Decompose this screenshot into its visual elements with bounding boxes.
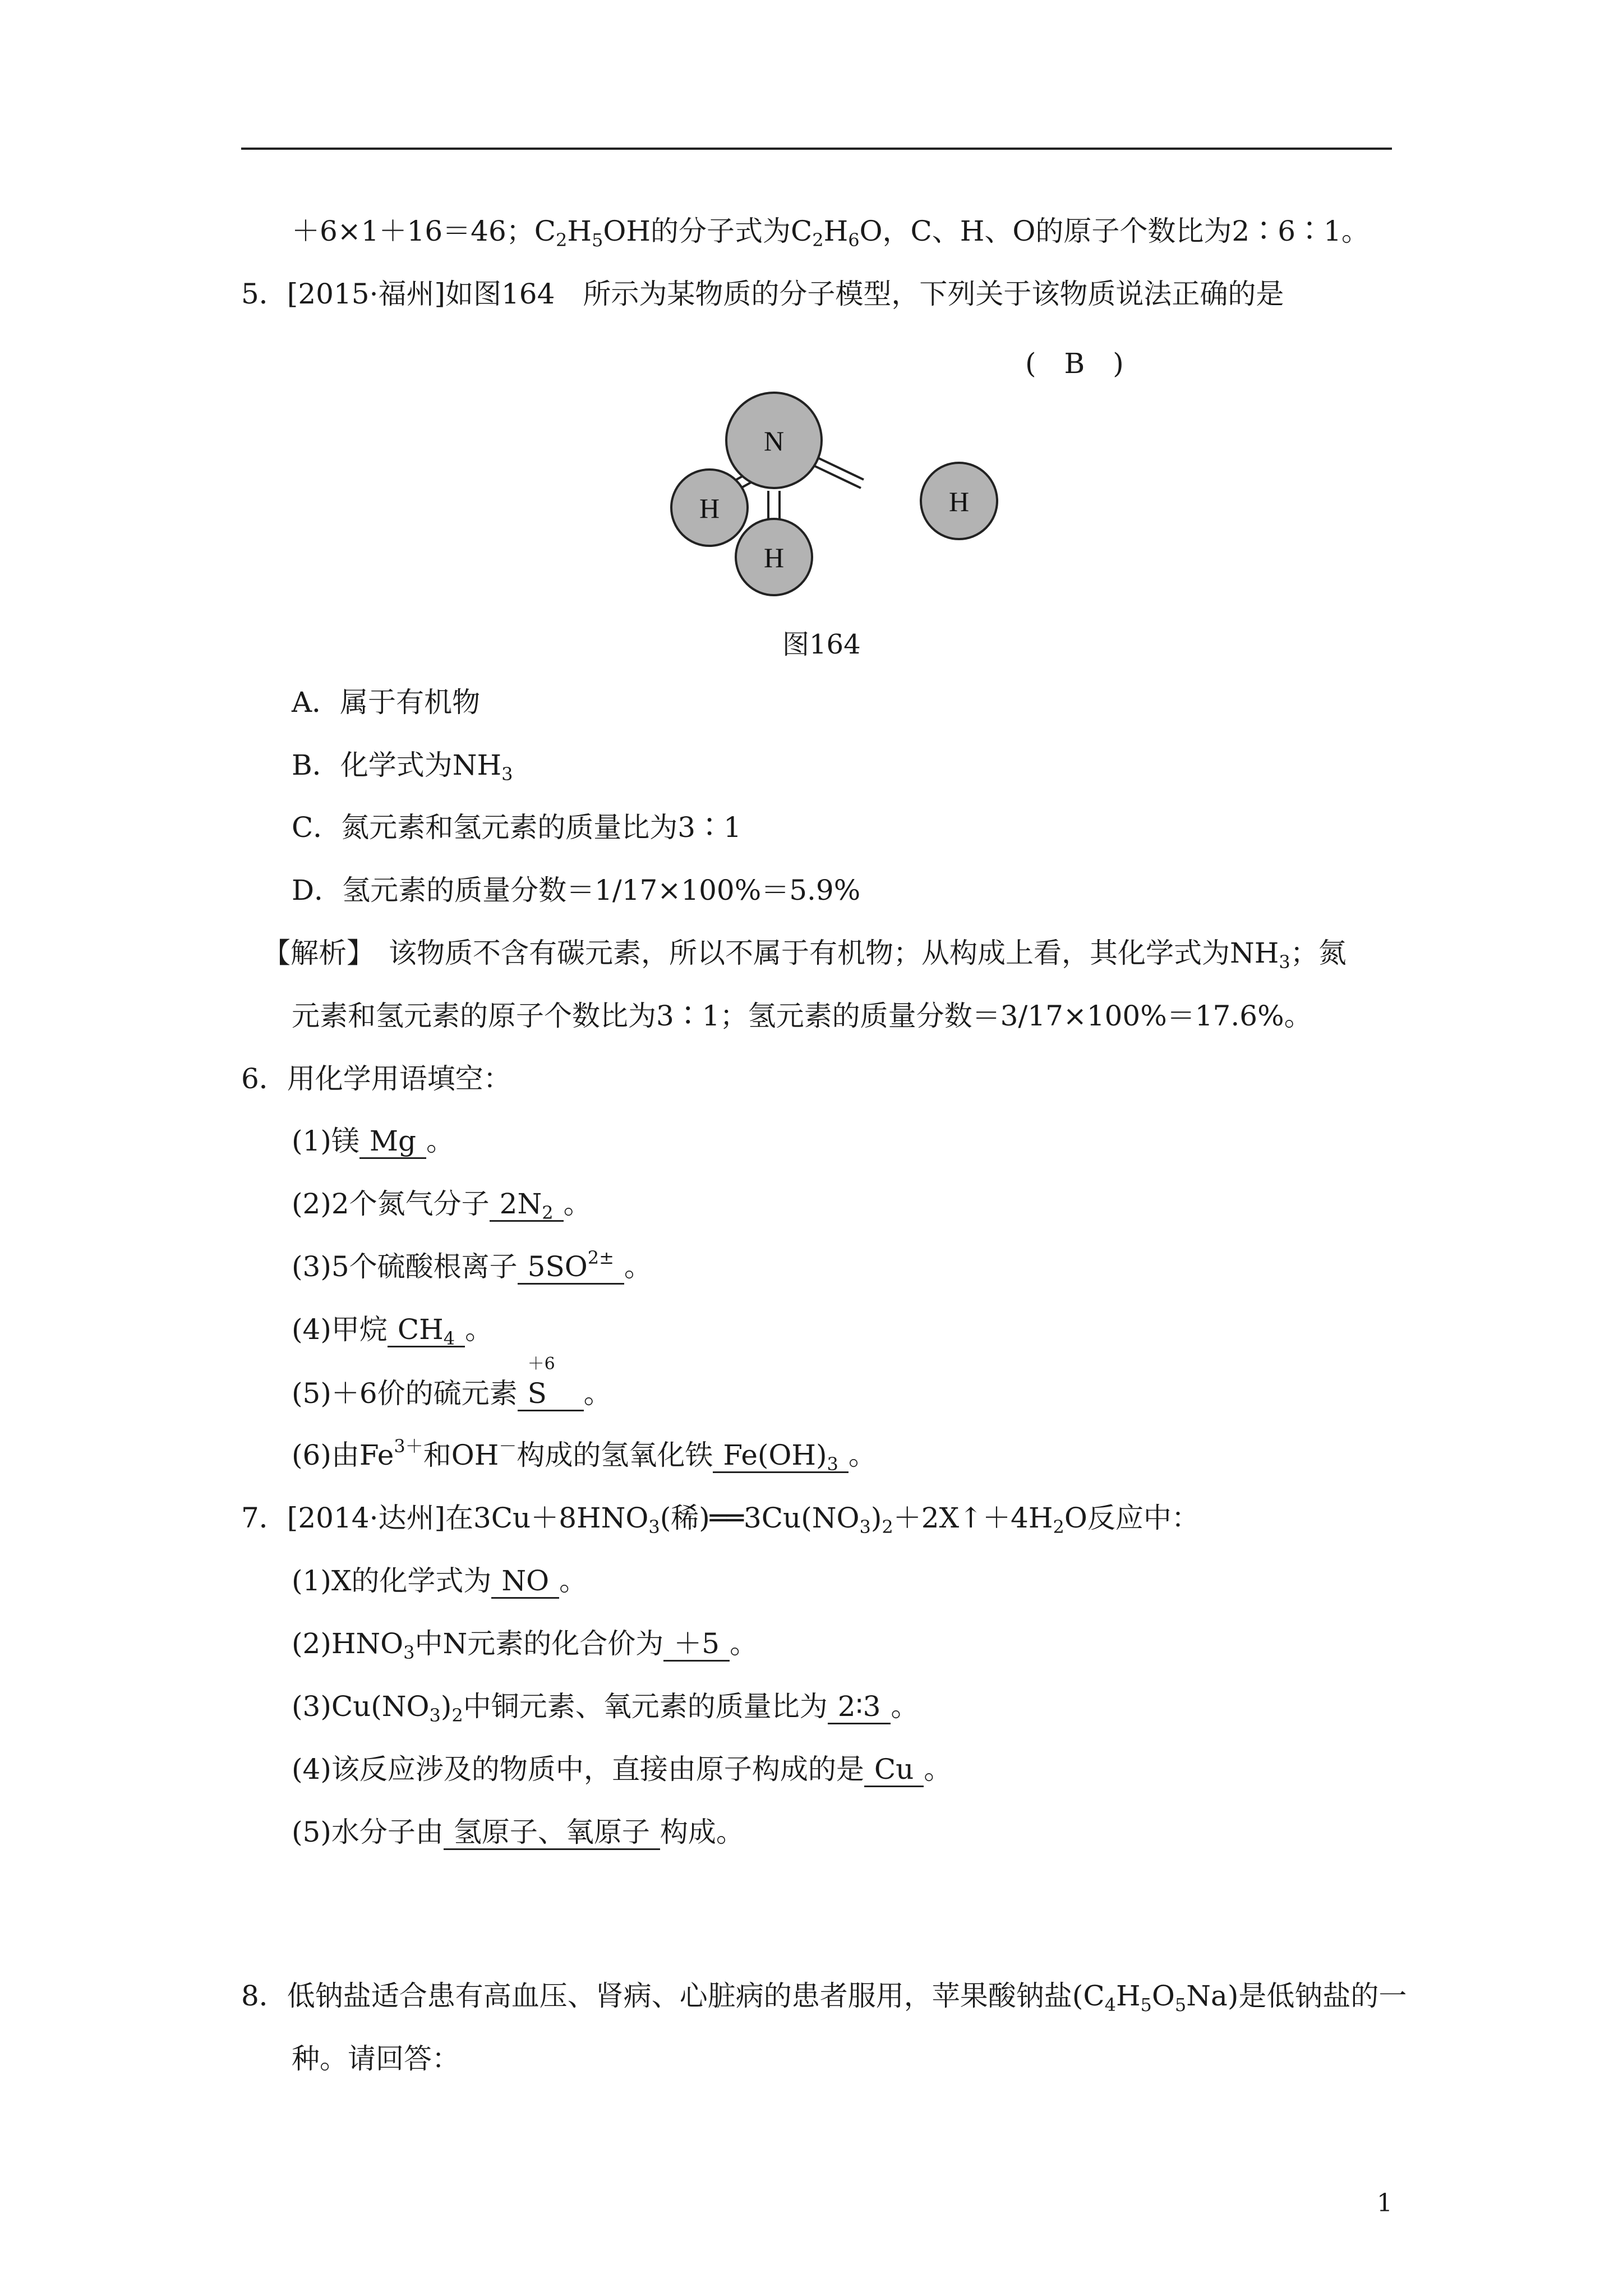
q8-stem-line2: 种。请回答： xyxy=(292,2042,460,2075)
option-a: A．属于有机物 xyxy=(292,686,481,719)
answer-blank: $2N_2$ xyxy=(490,1188,564,1222)
answer-blank: 氢原子、氧原子 xyxy=(444,1816,660,1850)
continuation-line: ＋6×1＋16＝46；$C_2H_5OH$的分子式为$C_2H_6O$，C、H、O的原子个数比为2∶6∶1。 xyxy=(292,215,1370,251)
q7-stem: 7．[2014·达州]在$3Cu+8HNO_3$(稀)$══3Cu(NO_3)_2+2X↑+4H_2O$反应中： xyxy=(241,1502,1200,1538)
q7-item-2: $(2)HNO_3$中N元素的化合价为 ＋5 。 xyxy=(292,1627,758,1663)
header-rule xyxy=(241,148,1392,150)
option-b: B．化学式为$NH_3$ xyxy=(292,749,513,785)
q6-stem: 6．用化学用语填空： xyxy=(241,1062,511,1095)
q7-item-5: (5)水分子由 氢原子、氧原子 构成。 xyxy=(292,1814,744,1850)
q6-item-6: (6)由$Fe^{3+}$和OH－构成的氢氧化铁 $Fe(OH)_3$ 。 xyxy=(292,1435,877,1475)
q5-analysis-line1: 【解析】 该物质不含有碳元素，所以不属于有机物；从构成上看，其化学式为$NH_3$；氮 xyxy=(262,937,1347,973)
atom-h-bottom xyxy=(736,519,812,595)
option-d: D．氢元素的质量分数＝1/17×100%＝5.9% xyxy=(292,874,861,907)
answer-blank: $Fe(OH)_3$ xyxy=(713,1439,849,1473)
figure-caption: 图164 xyxy=(782,629,861,660)
q5-answer: ( B ) xyxy=(1025,347,1124,380)
q5-analysis-line2: 元素和氢元素的原子个数比为3∶1；氢元素的质量分数＝3/17×100%＝17.6%。 xyxy=(292,1000,1312,1032)
q6-item-5: (5)＋6价的硫元素 ＋6 S 。 xyxy=(292,1375,612,1411)
svg-text:H: H xyxy=(948,486,970,517)
molecule-model-figure xyxy=(662,379,1009,603)
svg-text:H: H xyxy=(699,493,720,524)
q7-item-3: $(3)Cu(NO_3)_2$中铜元素、氧元素的质量比为 2∶3 。 xyxy=(292,1690,919,1726)
answer-blank: ＋5 xyxy=(663,1627,730,1662)
q5-stem: 5．[2015·福州]如图164 所示为某物质的分子模型，下列关于该物质说法正确的是 xyxy=(241,278,1284,310)
q6-item-2: (2)2个氮气分子 $2N_2$ 。 xyxy=(292,1188,592,1223)
q7-item-4: (4)该反应涉及的物质中，直接由原子构成的是 Cu 。 xyxy=(292,1751,952,1787)
q6-item-3: (3)5个硫酸根离子 $5SO^{2\pm}$ 。 xyxy=(292,1249,652,1285)
atom-n xyxy=(726,393,822,488)
svg-text:H: H xyxy=(763,542,785,573)
option-c: C．氮元素和氢元素的质量比为3∶1 xyxy=(292,811,741,844)
answer-blank: Cu xyxy=(864,1753,924,1787)
svg-text:N: N xyxy=(763,425,785,457)
answer-blank: $5SO^{2\pm}$ xyxy=(518,1250,624,1285)
answer-blank: Mg xyxy=(359,1125,426,1159)
answer-blank: 2∶3 xyxy=(828,1690,891,1724)
atom-h-right xyxy=(921,463,997,539)
page-number: 1 xyxy=(1377,2189,1393,2217)
q7-item-1: (1)X的化学式为 NO 。 xyxy=(292,1563,587,1599)
q8-stem-line1: 8．低钠盐适合患有高血压、肾病、心脏病的患者服用，苹果酸钠盐$(C_4H_5O_5Na)$是低钠盐的一 xyxy=(241,1980,1407,2016)
atom-h-left xyxy=(671,470,748,546)
answer-blank: ＋6 S xyxy=(518,1377,584,1411)
q6-item-4: (4)甲烷 $CH_4$ 。 xyxy=(292,1313,494,1349)
q6-item-1: (1)镁 Mg 。 xyxy=(292,1123,454,1159)
answer-blank: NO xyxy=(491,1565,559,1599)
answer-blank: $CH_4$ xyxy=(388,1313,465,1347)
